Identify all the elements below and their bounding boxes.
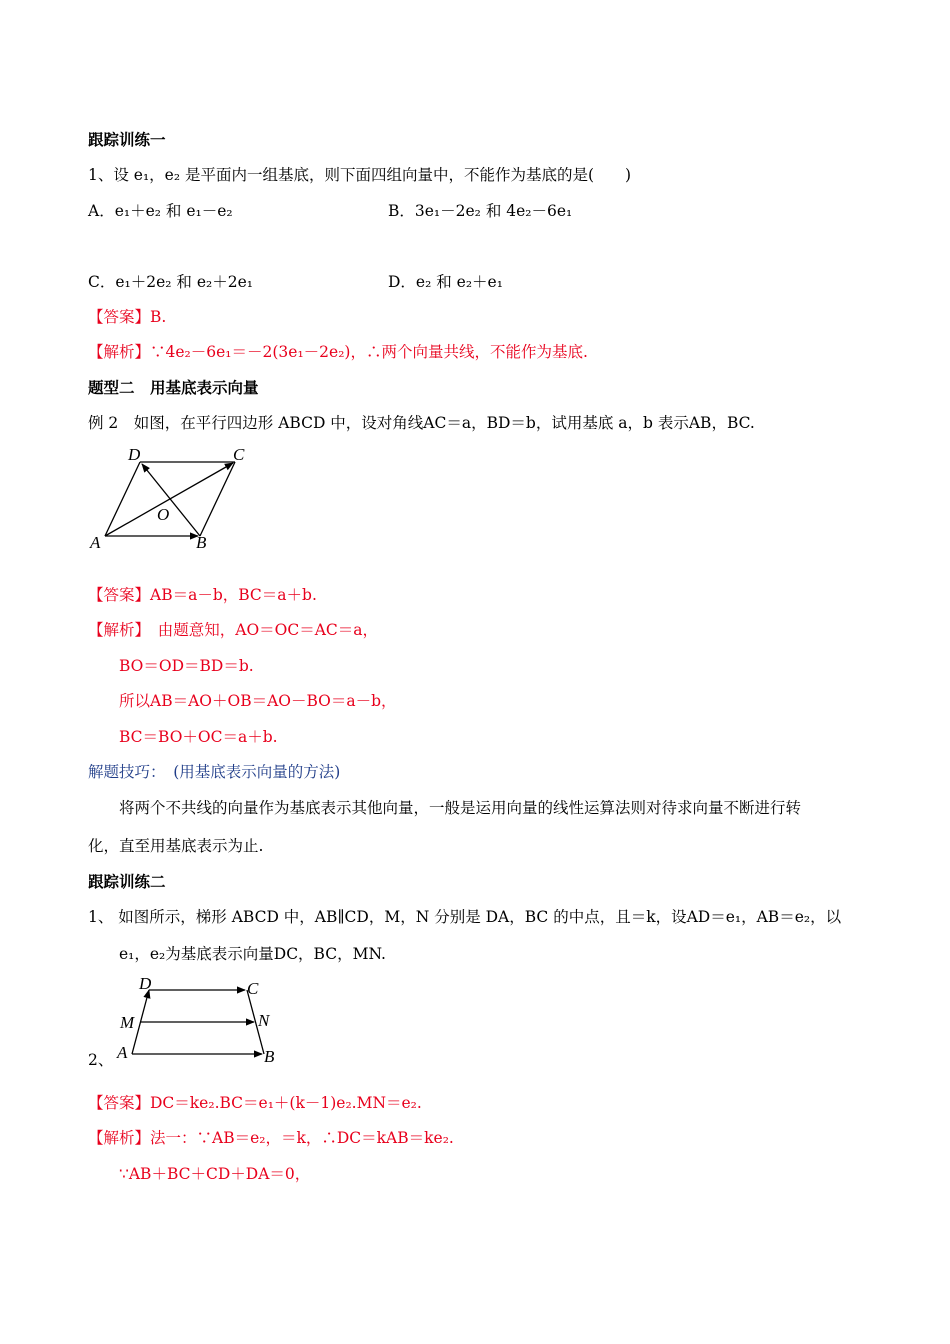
analysis-2-line3: 所以AB＝AO＋OB＝AO－BO＝a－b， <box>119 692 397 710</box>
analysis-3-line1: 【解析】法一：∵AB＝e₂，＝k，∴DC＝kAB＝ke₂. <box>88 1129 454 1147</box>
label-b: B <box>196 533 207 552</box>
tip-line-2: 化，直至用基底表示为止. <box>88 837 264 855</box>
section-heading-1: 跟踪训练一 <box>88 130 166 149</box>
answer-1: 【答案】B. <box>88 308 167 326</box>
tip-line-1: 将两个不共线的向量作为基底表示其他向量，一般是运用向量的线性运算法则对待求向量不断进行转 <box>119 799 802 817</box>
label-b: B <box>264 1047 275 1066</box>
label-m: M <box>120 1013 135 1032</box>
analysis-1: 【解析】∵4e₂－6e₁＝－2(3e₁－2e₂)，∴两个向量共线，不能作为基底. <box>88 343 588 361</box>
analysis-3-line2: ∵AB＋BC＋CD＋DA＝0， <box>119 1165 311 1183</box>
vector-ac <box>105 463 233 536</box>
vector-bd <box>142 464 200 536</box>
label-c: C <box>247 979 259 998</box>
label-o: O <box>157 505 170 524</box>
edge-bc <box>200 462 235 536</box>
answer-2: 【答案】AB＝a－b，BC＝a＋b. <box>88 586 317 604</box>
question-2-line1: 1、 如图所示，梯形 ABCD 中，AB∥CD，M，N 分别是 DA，BC 的中点，且＝k，设AD＝e₁，AB＝e₂，以 <box>88 908 842 926</box>
question-2-line2: e₁，e₂为基底表示向量DC，BC，MN. <box>119 945 386 963</box>
analysis-2-line4: BC＝BO＋OC＝a＋b. <box>119 728 278 746</box>
option-c: C．e₁＋2e₂ 和 e₂＋2e₁ <box>88 273 253 291</box>
section-heading-2: 跟踪训练二 <box>88 872 166 891</box>
option-d: D．e₂ 和 e₂＋e₁ <box>388 273 503 291</box>
label-c: C <box>233 445 245 464</box>
question-1: 1、设 e₁，e₂ 是平面内一组基底，则下面四组向量中，不能作为基底的是( ) <box>88 166 632 184</box>
analysis-2-line1: 【解析】 由题意知，AO＝OC＝AC＝a， <box>88 621 379 639</box>
answer-3: 【答案】DC＝ke₂.BC＝e₁＋(k－1)e₂.MN＝e₂. <box>88 1094 422 1112</box>
analysis-2-line2: BO＝OD＝BD＝b. <box>119 657 254 675</box>
type2-heading: 题型二 用基底表示向量 <box>88 378 259 397</box>
option-b: B．3e₁－2e₂ 和 4e₂－6e₁ <box>388 202 573 220</box>
label-d: D <box>139 974 152 993</box>
example-2: 例 2 如图，在平行四边形 ABCD 中，设对角线AC＝a，BD＝b，试用基底 a，b 表示AB，BC. <box>88 414 755 432</box>
label-a: A <box>90 533 101 552</box>
trapezoid-figure <box>112 972 287 1067</box>
label-n: N <box>258 1011 270 1030</box>
parallelogram-figure <box>80 440 280 555</box>
tip-title: 解题技巧： (用基底表示向量的方法) <box>88 763 341 781</box>
label-a: A <box>117 1043 128 1062</box>
label-d: D <box>128 445 141 464</box>
edge-ad <box>105 462 140 536</box>
question-2-number: 2、 <box>88 1051 114 1069</box>
option-a: A．e₁＋e₂ 和 e₁－e₂ <box>88 202 233 220</box>
